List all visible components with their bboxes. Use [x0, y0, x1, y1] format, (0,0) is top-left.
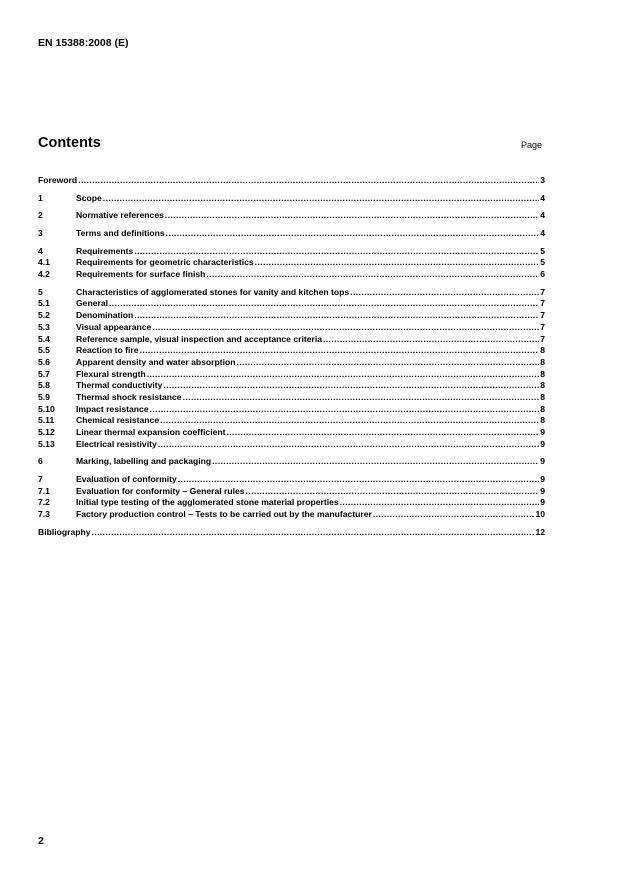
toc-entry-title: Requirements [76, 245, 134, 256]
toc-dot-leader [183, 392, 540, 404]
toc-entry[interactable] [38, 334, 545, 346]
toc-entry-title: Normative references [76, 210, 164, 221]
toc-entry-number: 5.3 [38, 321, 50, 332]
table-of-contents [38, 175, 545, 539]
toc-entry-title: Denomination [76, 310, 134, 321]
toc-dot-leader [373, 509, 535, 521]
toc-entry-page: 8 [540, 380, 545, 391]
toc-entry[interactable] [38, 498, 545, 510]
toc-entry[interactable] [38, 357, 545, 369]
toc-entry-number: 1 [38, 192, 43, 203]
toc-entry-page: 8 [540, 345, 545, 356]
toc-dot-leader [255, 257, 540, 269]
toc-entry-title: Visual appearance [76, 321, 152, 332]
toc-entry-number: 2 [38, 210, 43, 221]
toc-entry[interactable] [38, 392, 545, 404]
toc-entry[interactable] [38, 269, 545, 281]
toc-entry[interactable] [38, 486, 545, 498]
toc-entry-page: 5 [540, 257, 545, 268]
toc-entry-number: 5.6 [38, 356, 50, 367]
toc-entry[interactable] [38, 439, 545, 451]
toc-entry-page: 10 [535, 509, 545, 520]
toc-entry-title: Evaluation for conformity – General rules [76, 485, 245, 496]
toc-entry-page: 4 [540, 192, 545, 203]
toc-entry-title: Initial type testing of the agglomerated stone material properties [76, 497, 339, 508]
toc-entry-page: 5 [540, 245, 545, 256]
toc-entry[interactable] [38, 380, 545, 392]
toc-entry-number: 7.1 [38, 485, 50, 496]
toc-dot-leader [163, 380, 539, 392]
toc-entry-number: 4 [38, 245, 43, 256]
toc-entry-page: 9 [540, 438, 545, 449]
toc-entry-number: 4.2 [38, 269, 50, 280]
toc-dot-leader [152, 322, 539, 334]
toc-dot-leader [340, 498, 540, 510]
toc-entry-page: 9 [540, 497, 545, 508]
toc-entry-number: 7.2 [38, 497, 50, 508]
toc-dot-leader [166, 228, 540, 240]
toc-entry-number: 5.8 [38, 380, 50, 391]
toc-entry[interactable] [38, 415, 545, 427]
toc-dot-leader [323, 334, 539, 346]
toc-entry-title: Reference sample, visual inspection and acceptance criteria [76, 333, 322, 344]
toc-entry-page: 7 [540, 321, 545, 332]
toc-dot-leader [165, 210, 539, 222]
toc-entry[interactable] [38, 404, 545, 416]
toc-entry-page: 8 [540, 368, 545, 379]
toc-entry-title: Marking, labelling and packaging [76, 456, 212, 467]
toc-dot-leader [158, 439, 539, 451]
toc-entry-title: Foreword [38, 174, 78, 185]
toc-entry-page: 9 [540, 456, 545, 467]
toc-entry-number: 5.1 [38, 298, 50, 309]
toc-entry[interactable] [38, 193, 545, 205]
toc-entry[interactable] [38, 369, 545, 381]
document-header: EN 15388:2008 (E) [38, 37, 129, 49]
toc-dot-leader [178, 474, 539, 486]
toc-entry-page: 8 [540, 403, 545, 414]
toc-entry-page: 4 [540, 210, 545, 221]
toc-dot-leader [134, 310, 539, 322]
contents-heading: Contents [38, 135, 101, 151]
toc-entry-page: 6 [540, 269, 545, 280]
toc-entry[interactable] [38, 257, 545, 269]
toc-dot-leader [109, 299, 539, 311]
toc-entry-title: Bibliography [38, 526, 91, 537]
toc-entry[interactable] [38, 474, 545, 486]
toc-entry-number: 4.1 [38, 257, 50, 268]
toc-dot-leader [140, 345, 540, 357]
toc-dot-leader [134, 246, 539, 258]
toc-entry-page: 8 [540, 356, 545, 367]
toc-entry[interactable] [38, 527, 545, 539]
toc-dot-leader [147, 369, 539, 381]
toc-entry[interactable] [38, 345, 545, 357]
toc-entry-title: Electrical resistivity [76, 438, 157, 449]
page-column-label: Page [521, 140, 543, 150]
toc-entry-page: 12 [535, 526, 545, 537]
toc-entry-number: 5.10 [38, 403, 55, 414]
toc-entry-page: 8 [540, 415, 545, 426]
toc-entry[interactable] [38, 228, 545, 240]
toc-entry-number: 5.7 [38, 368, 50, 379]
toc-entry-title: Thermal conductivity [76, 380, 163, 391]
toc-dot-leader [92, 527, 535, 539]
page-number: 2 [38, 835, 44, 847]
toc-entry[interactable] [38, 210, 545, 222]
toc-entry-title: General [76, 298, 109, 309]
toc-entry-title: Impact resistance [76, 403, 149, 414]
toc-entry[interactable] [38, 456, 545, 468]
toc-entry-number: 5.2 [38, 310, 50, 321]
toc-entry-number: 3 [38, 228, 43, 239]
toc-entry-number: 7 [38, 474, 43, 485]
toc-entry-number: 6 [38, 456, 43, 467]
toc-entry[interactable] [38, 246, 545, 258]
toc-entry[interactable] [38, 299, 545, 311]
toc-entry[interactable] [38, 322, 545, 334]
toc-entry-page: 9 [540, 427, 545, 438]
toc-entry-title: Evaluation of conformity [76, 474, 177, 485]
toc-entry-page: 4 [540, 228, 545, 239]
toc-dot-leader [78, 175, 539, 187]
toc-entry-title: Characteristics of agglomerated stones for vanity and kitchen tops [76, 286, 350, 297]
toc-entry-title: Factory production control – Tests to be carried out by the manufacturer [76, 509, 372, 520]
toc-entry[interactable] [38, 175, 545, 187]
toc-entry-page: 7 [540, 310, 545, 321]
toc-dot-leader [212, 456, 539, 468]
toc-entry-title: Terms and definitions [76, 228, 165, 239]
toc-entry-page: 7 [540, 333, 545, 344]
toc-entry-number: 5.4 [38, 333, 50, 344]
toc-entry-page: 9 [540, 485, 545, 496]
toc-dot-leader [160, 415, 539, 427]
toc-entry-title: Requirements for geometric characteristics [76, 257, 254, 268]
toc-entry-page: 9 [540, 474, 545, 485]
toc-dot-leader [103, 193, 539, 205]
toc-entry[interactable] [38, 287, 545, 299]
toc-entry-page: 3 [540, 174, 545, 185]
toc-entry-title: Reaction to fire [76, 345, 139, 356]
toc-dot-leader [206, 269, 539, 281]
toc-entry-title: Requirements for surface finish [76, 269, 206, 280]
toc-entry[interactable] [38, 427, 545, 439]
toc-entry-number: 5.9 [38, 391, 50, 402]
toc-entry-number: 5.12 [38, 427, 55, 438]
toc-entry-number: 5.13 [38, 438, 55, 449]
toc-entry-title: Flexural strength [76, 368, 146, 379]
toc-entry-title: Linear thermal expansion coefficient [76, 427, 226, 438]
toc-dot-leader [226, 427, 539, 439]
toc-dot-leader [150, 404, 540, 416]
toc-entry[interactable] [38, 509, 545, 521]
toc-entry-title: Chemical resistance [76, 415, 160, 426]
toc-entry[interactable] [38, 310, 545, 322]
toc-entry-title: Thermal shock resistance [76, 391, 182, 402]
toc-entry-page: 7 [540, 298, 545, 309]
toc-dot-leader [350, 287, 539, 299]
toc-entry-title: Apparent density and water absorption [76, 356, 236, 367]
toc-dot-leader [246, 486, 540, 498]
toc-entry-title: Scope [76, 192, 102, 203]
toc-entry-number: 7.3 [38, 509, 50, 520]
toc-entry-page: 7 [540, 286, 545, 297]
toc-entry-number: 5.11 [38, 415, 55, 426]
toc-dot-leader [236, 357, 539, 369]
toc-entry-page: 8 [540, 391, 545, 402]
toc-entry-number: 5.5 [38, 345, 50, 356]
toc-entry-number: 5 [38, 286, 43, 297]
